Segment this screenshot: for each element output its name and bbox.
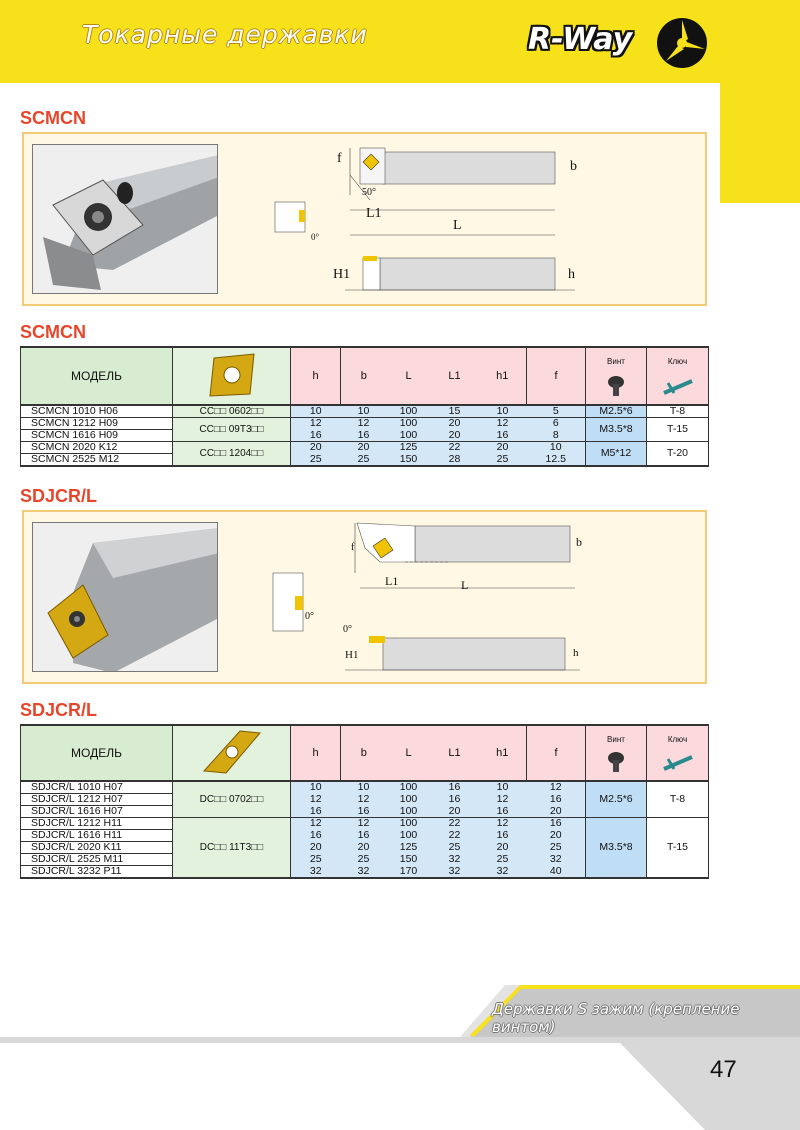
label-h: h <box>568 267 575 282</box>
cell-L: 170 <box>387 866 431 879</box>
section-title: SCMCN <box>20 108 86 128</box>
label-L: L <box>453 218 462 233</box>
table-row-model: SDJCR/L 2525 M11 <box>21 854 173 866</box>
cc-insert-icon <box>202 350 262 400</box>
cell-L: 100 <box>387 405 431 418</box>
cell-f: 12 <box>527 781 586 794</box>
cell-L: 100 <box>387 818 431 830</box>
cell-L: 150 <box>387 854 431 866</box>
table-row-model: SDJCR/L 1616 H07 <box>21 806 173 818</box>
label-L1: L1 <box>385 574 399 588</box>
cell-L: 125 <box>387 842 431 854</box>
insert-code: CC□□ 09T3□□ <box>173 418 291 442</box>
table-row-model: SDJCR/L 1010 H07 <box>21 781 173 794</box>
cell-b: 16 <box>341 806 387 818</box>
cell-L: 100 <box>387 806 431 818</box>
column-screw <box>586 347 647 405</box>
cell-h1: 32 <box>479 866 527 879</box>
cell-h: 25 <box>291 454 341 467</box>
cell-h: 12 <box>291 794 341 806</box>
cell-h1: 16 <box>479 830 527 842</box>
cell-f: 20 <box>527 830 586 842</box>
insert-code: DC□□ 11T3□□ <box>173 818 291 879</box>
cell-L1: 16 <box>431 794 479 806</box>
label-L1: L1 <box>366 206 382 221</box>
product-photo <box>32 522 218 672</box>
cell-h: 16 <box>291 806 341 818</box>
screw-icon <box>606 751 626 773</box>
cell-f: 8 <box>527 430 586 442</box>
cell-L1: 25 <box>431 842 479 854</box>
cell-L1: 20 <box>431 430 479 442</box>
cell-h1: 25 <box>479 454 527 467</box>
table-title: SCMCN <box>20 322 86 342</box>
column-h1: h1 <box>479 347 527 405</box>
cell-h: 10 <box>291 781 341 794</box>
table-row-model: SCMCN 1616 H09 <box>21 430 173 442</box>
screw-code: M2.5*6 <box>586 781 647 818</box>
logo-icon <box>654 15 710 71</box>
product-photo <box>32 144 218 294</box>
cell-L1: 20 <box>431 806 479 818</box>
footer-graphic <box>0 975 800 1130</box>
table-row-model: SCMCN 2020 K12 <box>21 442 173 454</box>
cell-b: 10 <box>341 781 387 794</box>
cell-h: 20 <box>291 442 341 454</box>
column-h: h <box>291 347 341 405</box>
cell-L: 100 <box>387 794 431 806</box>
cell-L1: 22 <box>431 818 479 830</box>
cell-f: 16 <box>527 818 586 830</box>
cell-h: 12 <box>291 418 341 430</box>
cell-h: 12 <box>291 818 341 830</box>
table-row-model: SDJCR/L 2020 K11 <box>21 842 173 854</box>
column-key <box>647 347 709 405</box>
section-title: SDJCR/L <box>20 486 98 506</box>
column-h: h <box>291 725 341 781</box>
table-row-model: SDJCR/L 1212 H07 <box>21 794 173 806</box>
label-angle2: 0° <box>343 624 352 635</box>
screw-header: Винт <box>607 735 625 744</box>
cell-L: 100 <box>387 830 431 842</box>
cell-f: 12.5 <box>527 454 586 467</box>
cell-h1: 12 <box>479 818 527 830</box>
cell-b: 16 <box>341 830 387 842</box>
insert-code: DC□□ 0702□□ <box>173 781 291 818</box>
cell-h: 25 <box>291 854 341 866</box>
dc-insert-icon <box>200 727 264 777</box>
spec-table-sdjcr <box>20 724 709 879</box>
screw-code: M5*12 <box>586 442 647 467</box>
label-angle2: 0° <box>311 232 320 242</box>
column-model: МОДЕЛЬ <box>21 725 173 781</box>
cell-L: 100 <box>387 418 431 430</box>
label-L: L <box>461 578 469 592</box>
cell-h1: 25 <box>479 854 527 866</box>
cell-L1: 22 <box>431 442 479 454</box>
cell-h: 16 <box>291 830 341 842</box>
cell-f: 32 <box>527 854 586 866</box>
label-H1: H1 <box>345 649 359 661</box>
screw-code: M3.5*8 <box>586 418 647 442</box>
label-f: f <box>351 542 355 553</box>
cell-b: 10 <box>341 405 387 418</box>
column-model: МОДЕЛЬ <box>21 347 173 405</box>
insert-code: CC□□ 0602□□ <box>173 405 291 418</box>
brand-logo: R-Way <box>528 22 633 57</box>
cell-f: 20 <box>527 806 586 818</box>
column-f: f <box>527 725 586 781</box>
cell-b: 12 <box>341 418 387 430</box>
cell-b: 25 <box>341 854 387 866</box>
key-header: Ключ <box>667 735 688 744</box>
key-header: Ключ <box>667 357 688 366</box>
column-L1: L1 <box>431 347 479 405</box>
table-row-model: SCMCN 1010 H06 <box>21 405 173 418</box>
cell-b: 20 <box>341 842 387 854</box>
cell-f: 40 <box>527 866 586 879</box>
column-key <box>647 725 709 781</box>
label-angle: 0° <box>305 611 314 622</box>
column-screw <box>586 725 647 781</box>
key-icon <box>660 375 696 397</box>
cell-h1: 16 <box>479 806 527 818</box>
cell-h1: 12 <box>479 794 527 806</box>
cell-L1: 32 <box>431 866 479 879</box>
cell-L: 100 <box>387 781 431 794</box>
cell-b: 32 <box>341 866 387 879</box>
cell-h: 32 <box>291 866 341 879</box>
screw-code: M2.5*6 <box>586 405 647 418</box>
table-title: SDJCR/L <box>20 700 98 720</box>
cell-h1: 16 <box>479 430 527 442</box>
cell-L1: 32 <box>431 854 479 866</box>
table-row-model: SDJCR/L 1616 H11 <box>21 830 173 842</box>
header-extension <box>720 83 800 203</box>
cell-f: 5 <box>527 405 586 418</box>
cell-f: 25 <box>527 842 586 854</box>
insert-image <box>173 347 291 405</box>
label-H1: H1 <box>333 267 351 282</box>
cell-h: 20 <box>291 842 341 854</box>
cell-L: 100 <box>387 430 431 442</box>
cell-L1: 20 <box>431 418 479 430</box>
insert-code: CC□□ 1204□□ <box>173 442 291 467</box>
cell-f: 10 <box>527 442 586 454</box>
cell-b: 16 <box>341 430 387 442</box>
insert-image <box>173 725 291 781</box>
cell-h1: 10 <box>479 405 527 418</box>
cell-h1: 10 <box>479 781 527 794</box>
cell-h1: 20 <box>479 442 527 454</box>
cell-h: 16 <box>291 430 341 442</box>
cell-f: 16 <box>527 794 586 806</box>
cell-h: 10 <box>291 405 341 418</box>
key-code: T-15 <box>647 418 709 442</box>
technical-drawing <box>265 518 595 678</box>
key-code: T-8 <box>647 405 709 418</box>
column-L: L <box>387 347 431 405</box>
screw-header: Винт <box>607 357 625 366</box>
cell-h1: 12 <box>479 418 527 430</box>
cell-b: 12 <box>341 794 387 806</box>
key-code: T-8 <box>647 781 709 818</box>
table-row-model: SDJCR/L 1212 H11 <box>21 818 173 830</box>
cell-L1: 15 <box>431 405 479 418</box>
cell-L: 150 <box>387 454 431 467</box>
cell-L1: 16 <box>431 781 479 794</box>
label-h: h <box>573 647 579 659</box>
label-b: b <box>570 159 577 174</box>
key-code: T-15 <box>647 818 709 879</box>
key-code: T-20 <box>647 442 709 467</box>
column-b: b <box>341 725 387 781</box>
cell-h1: 20 <box>479 842 527 854</box>
column-h1: h1 <box>479 725 527 781</box>
cell-L1: 28 <box>431 454 479 467</box>
spec-table-scmcn <box>20 346 709 467</box>
cell-L1: 22 <box>431 830 479 842</box>
cell-L: 125 <box>387 442 431 454</box>
cell-b: 12 <box>341 818 387 830</box>
cell-b: 25 <box>341 454 387 467</box>
column-f: f <box>527 347 586 405</box>
column-L: L <box>387 725 431 781</box>
cell-b: 20 <box>341 442 387 454</box>
table-row-model: SDJCR/L 3232 P11 <box>21 866 173 879</box>
column-L1: L1 <box>431 725 479 781</box>
table-row-model: SCMCN 2525 M12 <box>21 454 173 467</box>
label-b: b <box>576 535 582 549</box>
screw-icon <box>606 375 626 397</box>
header-title: Токарные державки <box>82 20 368 49</box>
table-row-model: SCMCN 1212 H09 <box>21 418 173 430</box>
label-f: f <box>337 151 342 166</box>
page-number: 47 <box>710 1056 737 1083</box>
footer-text: Державки S зажим (крепление винтом) <box>492 1000 740 1036</box>
key-icon <box>660 751 696 773</box>
cell-f: 6 <box>527 418 586 430</box>
screw-code: M3.5*8 <box>586 818 647 879</box>
technical-drawing <box>265 140 595 300</box>
column-b: b <box>341 347 387 405</box>
label-angle: 50° <box>362 187 376 198</box>
